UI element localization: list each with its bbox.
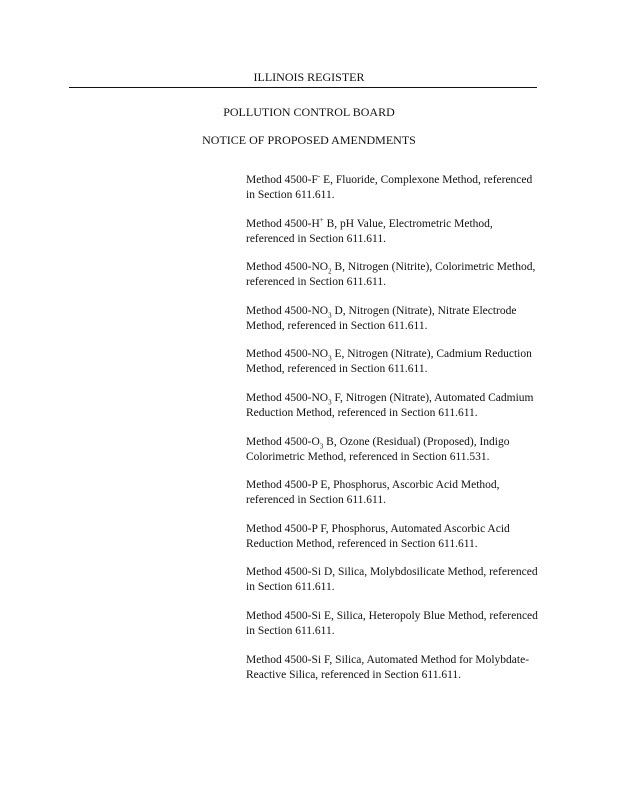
method-text: Method 4500-NO	[246, 348, 329, 361]
method-item	[246, 565, 538, 595]
method-item	[246, 391, 538, 421]
method-charge: -	[317, 172, 321, 181]
method-item	[246, 260, 538, 290]
method-text: Method 4500-P E, Phosphorus, Ascorbic Acid Method, referenced in Section 611.611.	[246, 479, 500, 507]
method-subscript: 3	[319, 441, 324, 450]
method-subscript: 3	[328, 311, 332, 320]
method-text-rest: F, Nitrogen (Nitrate), Automated Cadmium Reduction Method, referenced in Section 611.611.	[246, 391, 534, 419]
method-subscript: 3	[328, 354, 332, 363]
method-item	[246, 217, 538, 247]
header-divider	[69, 87, 537, 88]
method-text-rest: B, pH Value, Electrometric Method, referenced in Section 611.611.	[246, 217, 493, 245]
method-text: Method 4500-Si F, Silica, Automated Method for Molybdate-Reactive Silica, referenced in Section 611.611.	[246, 653, 530, 681]
method-text: Method 4500-P F, Phosphorus, Automated Ascorbic Acid Reduction Method, referenced in Section 611.611.	[246, 522, 510, 550]
method-item	[246, 478, 538, 508]
method-item	[246, 347, 538, 377]
method-text: Method 4500-NO	[246, 261, 329, 274]
method-item	[246, 653, 538, 683]
method-list	[246, 173, 538, 696]
method-text: Method 4500-Si D, Silica, Molybdosilicate Method, referenced in Section 611.611.	[246, 566, 538, 594]
notice-title: NOTICE OF PROPOSED AMENDMENTS	[202, 133, 416, 147]
method-text-rest: E, Fluoride, Complexone Method, referenced in Section 611.611.	[246, 174, 533, 201]
method-text-rest: B, Nitrogen (Nitrite), Colorimetric Method, referenced in Section 611.611.	[246, 261, 536, 289]
register-title: ILLINOIS REGISTER	[253, 70, 365, 84]
method-subscript: 2	[328, 267, 332, 276]
method-text-rest: D, Nitrogen (Nitrate), Nitrate Electrode Method, referenced in Section 611.611.	[246, 304, 517, 332]
method-text: Method 4500-Si E, Silica, Heteropoly Blue Method, referenced in Section 611.611.	[246, 609, 538, 637]
board-name: POLLUTION CONTROL BOARD	[223, 105, 395, 119]
method-text-rest: B, Ozone (Residual) (Proposed), Indigo Colorimetric Method, referenced in Section 611.531.	[246, 435, 510, 463]
method-subscript: 3	[328, 398, 332, 407]
method-text: Method 4500-H	[246, 217, 320, 230]
method-item	[246, 435, 538, 465]
method-text: Method 4500-NO	[246, 391, 329, 404]
method-text: Method 4500-O	[246, 435, 320, 448]
method-item	[246, 522, 538, 552]
method-item	[246, 609, 538, 639]
method-text-rest: E, Nitrogen (Nitrate), Cadmium Reduction Method, referenced in Section 611.611.	[246, 348, 532, 376]
method-item	[246, 173, 538, 203]
method-text: Method 4500-F	[246, 174, 318, 186]
method-charge: +	[319, 215, 324, 224]
method-item	[246, 304, 538, 334]
method-text: Method 4500-NO	[246, 304, 329, 317]
